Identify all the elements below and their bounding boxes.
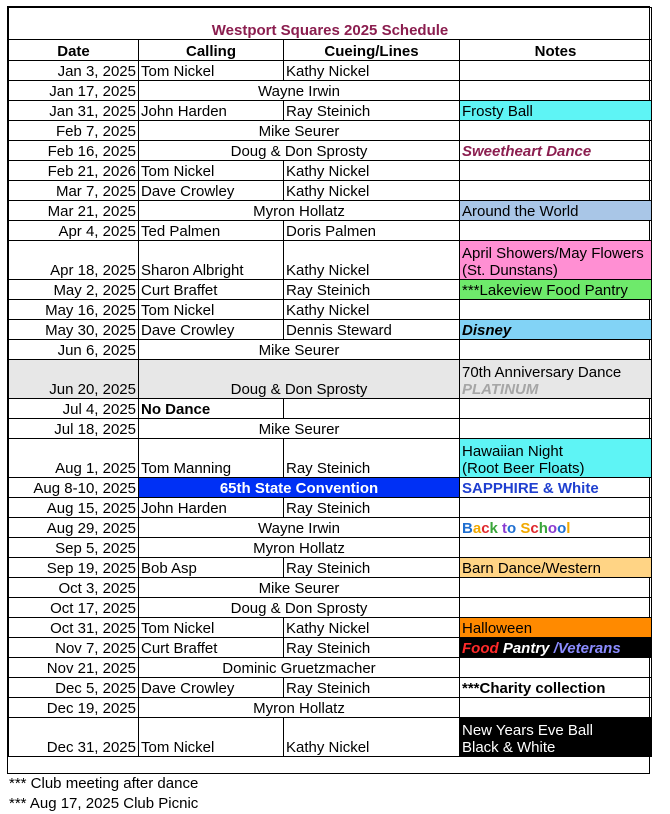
date-cell: Feb 21, 2026 (9, 161, 139, 181)
date-cell: May 2, 2025 (9, 280, 139, 300)
cueing-cell: Kathy Nickel (284, 61, 460, 81)
notes-cell: April Showers/May Flowers (St. Dunstans) (460, 241, 652, 280)
date-cell: Jan 31, 2025 (9, 101, 139, 121)
date-cell: Dec 5, 2025 (9, 678, 139, 698)
cueing-cell (284, 399, 460, 419)
caller-merged-cell: Myron Hollatz (139, 698, 460, 718)
cueing-cell: Kathy Nickel (284, 618, 460, 638)
date-cell: Jul 18, 2025 (9, 419, 139, 439)
schedule-sheet (7, 6, 650, 774)
cueing-cell: Kathy Nickel (284, 241, 460, 280)
caller-merged-cell: Dominic Gruetzmacher (139, 658, 460, 678)
caller-merged-cell: Doug & Don Sprosty (139, 598, 460, 618)
date-cell: Feb 7, 2025 (9, 121, 139, 141)
table-row (9, 141, 652, 161)
schedule-table (8, 7, 652, 757)
cueing-cell: Ray Steinich (284, 280, 460, 300)
notes-line-platinum: PLATINUM (462, 381, 539, 398)
column-header-cueing: Cueing/Lines (284, 40, 460, 61)
date-cell: Sep 19, 2025 (9, 558, 139, 578)
calling-cell: John Harden (139, 101, 284, 121)
calling-cell: John Harden (139, 498, 284, 518)
table-row (9, 161, 652, 181)
table-row (9, 578, 652, 598)
rainbow-word: School (520, 520, 571, 537)
date-cell: Feb 16, 2025 (9, 141, 139, 161)
notes-line: 70th Anniversary Dance (462, 364, 622, 381)
table-row (9, 181, 652, 201)
notes-cell (460, 181, 652, 201)
table-row (9, 221, 652, 241)
date-cell: Aug 15, 2025 (9, 498, 139, 518)
notes-line: New Years Eve Ball (462, 722, 593, 739)
date-cell: Aug 1, 2025 (9, 439, 139, 478)
notes-cell-back-to-school (460, 518, 652, 538)
cueing-cell: Ray Steinich (284, 439, 460, 478)
cueing-cell: Ray Steinich (284, 678, 460, 698)
date-cell: Jan 3, 2025 (9, 61, 139, 81)
caller-merged-cell: Wayne Irwin (139, 518, 460, 538)
table-row (9, 81, 652, 101)
table-row (9, 241, 652, 280)
date-cell: Jun 20, 2025 (9, 360, 139, 399)
cueing-cell: Ray Steinich (284, 101, 460, 121)
date-cell: Nov 21, 2025 (9, 658, 139, 678)
date-cell: Mar 21, 2025 (9, 201, 139, 221)
caller-merged-cell: Mike Seurer (139, 578, 460, 598)
notes-cell (460, 698, 652, 718)
cueing-cell: Kathy Nickel (284, 181, 460, 201)
caller-merged-cell: Mike Seurer (139, 419, 460, 439)
column-header-date: Date (9, 40, 139, 61)
calling-cell: Dave Crowley (139, 320, 284, 340)
notes-cell-food-pantry (460, 638, 652, 658)
table-row (9, 658, 652, 678)
date-cell: Aug 8-10, 2025 (9, 478, 139, 498)
notes-cell (460, 538, 652, 558)
notes-cell (460, 300, 652, 320)
table-row (9, 360, 652, 399)
table-row (9, 320, 652, 340)
table-row (9, 558, 652, 578)
rainbow-word: Back (462, 520, 498, 537)
table-row (9, 61, 652, 81)
table-row (9, 340, 652, 360)
table-row (9, 399, 652, 419)
caller-merged-cell: Myron Hollatz (139, 538, 460, 558)
notes-cell: Around the World (460, 201, 652, 221)
cueing-cell: Ray Steinich (284, 638, 460, 658)
caller-merged-cell: Doug & Don Sprosty (139, 360, 460, 399)
caller-merged-cell: Wayne Irwin (139, 81, 460, 101)
caller-merged-cell: Myron Hollatz (139, 201, 460, 221)
table-row (9, 518, 652, 538)
date-cell: Dec 19, 2025 (9, 698, 139, 718)
notes-part-pantry: Pantry (502, 640, 550, 657)
table-row (9, 419, 652, 439)
notes-cell (460, 578, 652, 598)
caller-merged-cell: Mike Seurer (139, 121, 460, 141)
notes-part-food: Food (462, 640, 499, 657)
cueing-cell: Doris Palmen (284, 221, 460, 241)
date-cell: Oct 3, 2025 (9, 578, 139, 598)
notes-cell (460, 81, 652, 101)
notes-cell (460, 658, 652, 678)
notes-cell: ***Lakeview Food Pantry (460, 280, 652, 300)
table-row (9, 439, 652, 478)
cueing-cell: Kathy Nickel (284, 718, 460, 757)
cueing-cell: Kathy Nickel (284, 300, 460, 320)
notes-line: Black & White (462, 739, 556, 756)
calling-cell: Curt Braffet (139, 638, 284, 658)
footnote: *** Aug 17, 2025 Club Picnic (9, 795, 199, 812)
notes-cell (460, 498, 652, 518)
calling-cell: Bob Asp (139, 558, 284, 578)
date-cell: Oct 31, 2025 (9, 618, 139, 638)
calling-cell: Tom Nickel (139, 161, 284, 181)
calling-cell: Tom Nickel (139, 618, 284, 638)
date-cell: Jul 4, 2025 (9, 399, 139, 419)
header-row (9, 40, 652, 61)
table-row (9, 598, 652, 618)
notes-cell (460, 161, 652, 181)
cueing-cell: Ray Steinich (284, 558, 460, 578)
date-cell: May 16, 2025 (9, 300, 139, 320)
table-row (9, 201, 652, 221)
notes-cell: ***Charity collection (460, 678, 652, 698)
calling-cell: Dave Crowley (139, 181, 284, 201)
date-cell: Mar 7, 2025 (9, 181, 139, 201)
notes-cell (460, 340, 652, 360)
notes-cell (460, 718, 652, 757)
cueing-cell: Dennis Steward (284, 320, 460, 340)
table-row (9, 478, 652, 498)
table-row (9, 101, 652, 121)
calling-cell: Tom Manning (139, 439, 284, 478)
table-row (9, 280, 652, 300)
calling-cell: Curt Braffet (139, 280, 284, 300)
date-cell: Nov 7, 2025 (9, 638, 139, 658)
date-cell: Sep 5, 2025 (9, 538, 139, 558)
notes-cell: Disney (460, 320, 652, 340)
calling-cell: Tom Nickel (139, 300, 284, 320)
caller-merged-cell: Mike Seurer (139, 340, 460, 360)
column-header-calling: Calling (139, 40, 284, 61)
notes-cell: Sweetheart Dance (460, 141, 652, 161)
date-cell: Jun 6, 2025 (9, 340, 139, 360)
notes-cell: Frosty Ball (460, 101, 652, 121)
date-cell: May 30, 2025 (9, 320, 139, 340)
calling-cell: Dave Crowley (139, 678, 284, 698)
table-row (9, 618, 652, 638)
notes-line: Hawaiian Night (462, 443, 563, 460)
calling-cell: Tom Nickel (139, 61, 284, 81)
notes-cell (460, 61, 652, 81)
notes-cell (460, 419, 652, 439)
page-title: Westport Squares 2025 Schedule (9, 8, 652, 40)
date-cell: Apr 4, 2025 (9, 221, 139, 241)
notes-cell (460, 399, 652, 419)
calling-cell: Sharon Albright (139, 241, 284, 280)
notes-cell (460, 439, 652, 478)
rainbow-word: to (502, 520, 517, 537)
column-header-notes: Notes (460, 40, 652, 61)
table-row (9, 121, 652, 141)
notes-cell (460, 598, 652, 618)
table-row (9, 698, 652, 718)
date-cell: Dec 31, 2025 (9, 718, 139, 757)
date-cell: Apr 18, 2025 (9, 241, 139, 280)
title-row (9, 8, 652, 40)
cueing-cell: Kathy Nickel (284, 161, 460, 181)
footnote: *** Club meeting after dance (9, 775, 199, 792)
table-row (9, 538, 652, 558)
notes-cell (460, 360, 652, 399)
table-row (9, 638, 652, 658)
table-row (9, 300, 652, 320)
cueing-cell: Ray Steinich (284, 498, 460, 518)
date-cell: Jan 17, 2025 (9, 81, 139, 101)
convention-cell: 65th State Convention (139, 478, 460, 498)
table-row (9, 678, 652, 698)
notes-cell: Barn Dance/Western (460, 558, 652, 578)
notes-cell (460, 121, 652, 141)
date-cell: Aug 29, 2025 (9, 518, 139, 538)
calling-cell: Tom Nickel (139, 718, 284, 757)
table-row (9, 498, 652, 518)
notes-cell: SAPPHIRE & White (460, 478, 652, 498)
notes-part-veterans: /Veterans (553, 640, 621, 657)
calling-cell: Ted Palmen (139, 221, 284, 241)
calling-cell: No Dance (139, 399, 284, 419)
notes-cell (460, 221, 652, 241)
date-cell: Oct 17, 2025 (9, 598, 139, 618)
notes-line: (Root Beer Floats) (462, 460, 585, 477)
caller-merged-cell: Doug & Don Sprosty (139, 141, 460, 161)
notes-cell: Halloween (460, 618, 652, 638)
table-row (9, 718, 652, 757)
